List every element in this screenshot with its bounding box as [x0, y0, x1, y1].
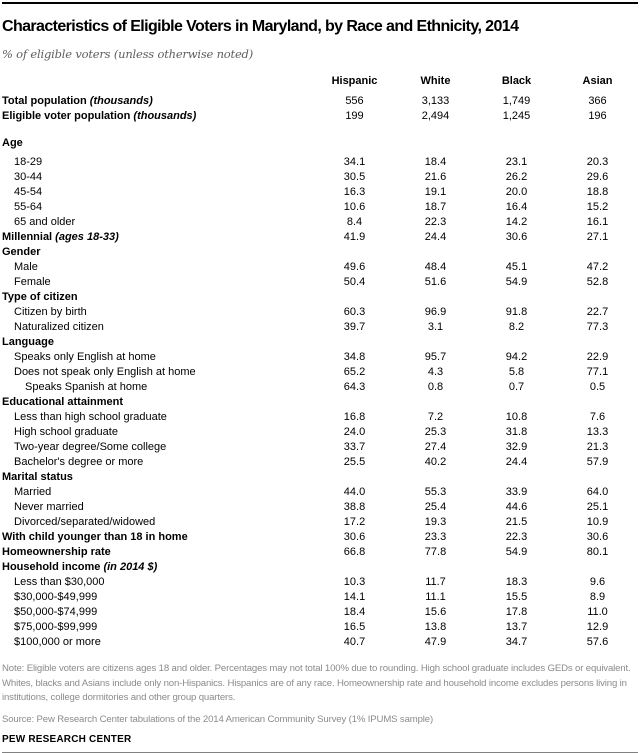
cell-value: 11.7	[425, 576, 446, 588]
cell-value: 54.9	[505, 546, 528, 558]
cell-value: 14.2	[505, 216, 528, 228]
row-label: Marital status	[2, 471, 73, 483]
cell-value: 55.3	[424, 486, 447, 498]
cell-value: 16.4	[505, 201, 528, 213]
cell-value: 12.9	[586, 621, 609, 633]
cell-value: 1,245	[502, 110, 531, 122]
cell-value: 24.4	[505, 456, 528, 468]
note-text: Note: Eligible voters are citizens ages 18 and older. Percentages may not total 100% due to rounding. High school graduate includes GEDs or equivalent. Whites, blacks and Asians include only non-Hispanics. Hispanics are of any race. Homeownership rate and household income excludes persons living in institutions, college dormitories and other group quarters.	[2, 663, 631, 703]
cell-value	[557, 470, 638, 485]
cell-value: 65.2	[343, 366, 366, 378]
row-label: Gender	[2, 246, 41, 258]
cell-value: 18.7	[424, 201, 447, 213]
cell-value: 21.3	[586, 441, 609, 453]
cell-value: 80.1	[586, 546, 609, 558]
page	[0, 2, 640, 748]
cell-value: 66.8	[343, 546, 366, 558]
table-row	[2, 485, 638, 500]
cell-value: 77.1	[586, 366, 609, 378]
cell-value: 30.5	[343, 171, 366, 183]
section-row	[2, 470, 638, 485]
cell-value: 20.0	[505, 186, 528, 198]
row-label: Citizen by birth	[14, 306, 87, 318]
cell-value: 64.3	[343, 381, 366, 393]
row-label: $50,000-$74,999	[14, 606, 98, 618]
row-label: With child younger than 18 in home	[2, 531, 188, 543]
cell-value: 34.1	[343, 156, 366, 168]
table-row	[2, 350, 638, 365]
table-row	[2, 440, 638, 455]
cell-value: 31.8	[505, 426, 528, 438]
cell-value: 40.7	[343, 636, 366, 648]
cell-value: 2,494	[421, 110, 450, 122]
cell-value	[314, 335, 395, 350]
cell-value: 47.2	[586, 261, 609, 273]
cell-value	[314, 290, 395, 305]
cell-value: 94.2	[505, 351, 528, 363]
table-row	[2, 575, 638, 590]
cell-value: 17.2	[343, 516, 366, 528]
cell-value	[395, 560, 476, 575]
cell-value: 13.7	[505, 621, 528, 633]
row-label: 55-64	[14, 201, 43, 213]
table-row	[2, 94, 638, 109]
table-row	[2, 170, 638, 185]
row-label: Household income (in 2014 $)	[2, 561, 158, 573]
cell-value	[557, 124, 638, 155]
cell-value: 27.1	[586, 231, 609, 243]
cell-value: 30.6	[586, 531, 609, 543]
section-row	[2, 335, 638, 350]
row-label: 18-29	[14, 156, 43, 168]
row-label: Speaks only English at home	[14, 351, 156, 363]
cell-value: 47.9	[424, 636, 447, 648]
cell-value	[395, 395, 476, 410]
column-header-hispanic: Hispanic	[331, 75, 378, 87]
cell-value	[395, 245, 476, 260]
row-label: Language	[2, 336, 54, 348]
cell-value: 0.7	[508, 381, 525, 393]
cell-value: 17.8	[505, 606, 528, 618]
cell-value: 33.7	[343, 441, 366, 453]
top-rule	[2, 2, 638, 4]
cell-value: 23.3	[424, 531, 447, 543]
cell-value	[395, 290, 476, 305]
cell-value	[314, 124, 395, 155]
cell-value: 26.2	[505, 171, 528, 183]
cell-value: 91.8	[505, 306, 528, 318]
cell-value	[476, 290, 557, 305]
column-header-black: Black	[501, 75, 532, 87]
cell-value: 22.3	[424, 216, 447, 228]
row-label: 45-54	[14, 186, 43, 198]
cell-value: 23.1	[505, 156, 528, 168]
cell-value: 22.7	[586, 306, 609, 318]
cell-value: 7.6	[589, 411, 606, 423]
page-title: Characteristics of Eligible Voters in Maryland, by Race and Ethnicity, 2014	[2, 18, 519, 35]
cell-value: 16.5	[343, 621, 366, 633]
section-row	[2, 395, 638, 410]
row-label: Millennial (ages 18-33)	[2, 231, 119, 243]
cell-value: 57.6	[586, 636, 609, 648]
cell-value: 48.4	[424, 261, 447, 273]
row-label: 65 and older	[14, 216, 76, 228]
table-row	[2, 545, 638, 560]
section-row	[2, 290, 638, 305]
cell-value: 50.4	[343, 276, 366, 288]
table-row	[2, 515, 638, 530]
row-label: Male	[14, 261, 38, 273]
cell-value: 3.1	[427, 321, 444, 333]
row-label: Does not speak only English at home	[14, 366, 196, 378]
table-body	[2, 94, 638, 650]
cell-value	[314, 470, 395, 485]
table-row	[2, 185, 638, 200]
cell-value: 25.3	[424, 426, 447, 438]
table-row	[2, 425, 638, 440]
table-row	[2, 305, 638, 320]
cell-value: 8.2	[508, 321, 525, 333]
table-row	[2, 380, 638, 395]
cell-value: 18.8	[586, 186, 609, 198]
cell-value: 33.9	[505, 486, 528, 498]
row-label: Married	[14, 486, 52, 498]
cell-value: 14.1	[343, 591, 366, 603]
cell-value	[314, 245, 395, 260]
table-row	[2, 410, 638, 425]
table-row	[2, 260, 638, 275]
cell-value: 10.3	[343, 576, 366, 588]
table-row	[2, 200, 638, 215]
cell-value: 21.6	[424, 171, 447, 183]
cell-value: 39.7	[343, 321, 366, 333]
row-label: Educational attainment	[2, 396, 124, 408]
table-row	[2, 275, 638, 290]
cell-value: 51.6	[424, 276, 447, 288]
cell-value	[476, 470, 557, 485]
section-row	[2, 245, 638, 260]
cell-value	[557, 335, 638, 350]
cell-value: 57.9	[586, 456, 609, 468]
table-row	[2, 320, 638, 335]
cell-value	[395, 335, 476, 350]
row-label: Less than $30,000	[14, 576, 105, 588]
cell-value: 96.9	[424, 306, 447, 318]
cell-value: 44.0	[343, 486, 366, 498]
row-label: $75,000-$99,999	[14, 621, 98, 633]
row-label: Age	[2, 137, 23, 149]
cell-value: 199	[345, 110, 364, 122]
cell-value: 18.4	[343, 606, 366, 618]
table-row	[2, 500, 638, 515]
column-header-row	[2, 75, 638, 94]
cell-value: 19.1	[424, 186, 447, 198]
row-label: $100,000 or more	[14, 636, 101, 648]
cell-value: 30.6	[343, 531, 366, 543]
cell-value: 0.8	[427, 381, 444, 393]
cell-value: 24.0	[343, 426, 366, 438]
cell-value	[476, 560, 557, 575]
row-label: Total population (thousands)	[2, 95, 153, 107]
cell-value: 18.4	[424, 156, 447, 168]
row-label: Two-year degree/Some college	[14, 441, 167, 453]
cell-value: 7.2	[427, 411, 444, 423]
cell-value: 8.4	[346, 216, 363, 228]
cell-value: 20.3	[586, 156, 609, 168]
table-row	[2, 590, 638, 605]
section-row	[2, 124, 638, 155]
table-row	[2, 620, 638, 635]
cell-value: 15.6	[424, 606, 447, 618]
cell-value: 16.1	[586, 216, 609, 228]
cell-value	[557, 290, 638, 305]
cell-value: 16.8	[343, 411, 366, 423]
cell-value: 18.3	[505, 576, 528, 588]
cell-value: 11.1	[425, 591, 446, 603]
cell-value: 52.8	[586, 276, 609, 288]
cell-value: 22.3	[505, 531, 528, 543]
row-label: Female	[14, 276, 51, 288]
cell-value	[476, 245, 557, 260]
voters-table	[2, 75, 638, 650]
cell-value: 13.3	[586, 426, 609, 438]
row-label: $30,000-$49,999	[14, 591, 98, 603]
row-label: Naturalized citizen	[14, 321, 104, 333]
cell-value	[557, 395, 638, 410]
cell-value: 19.3	[424, 516, 447, 528]
brand-label: PEW RESEARCH CENTER	[2, 734, 132, 745]
row-label: Homeownership rate	[2, 546, 111, 558]
column-header-white: White	[420, 75, 451, 87]
row-label: Less than high school graduate	[14, 411, 167, 423]
cell-value: 54.9	[505, 276, 528, 288]
table-row	[2, 230, 638, 245]
cell-value: 196	[588, 110, 607, 122]
cell-value	[476, 335, 557, 350]
table-row	[2, 365, 638, 380]
cell-value: 34.7	[505, 636, 528, 648]
table-row	[2, 605, 638, 620]
row-label: Eligible voter population (thousands)	[2, 110, 197, 122]
cell-value: 77.8	[424, 546, 447, 558]
cell-value	[395, 470, 476, 485]
cell-value: 10.9	[586, 516, 609, 528]
source-text: Source: Pew Research Center tabulations of the 2014 American Community Survey (1% IPUMS sample)	[2, 713, 433, 725]
cell-value: 10.8	[505, 411, 528, 423]
cell-value	[557, 245, 638, 260]
cell-value: 556	[345, 95, 364, 107]
cell-value: 366	[588, 95, 607, 107]
cell-value: 8.9	[589, 591, 606, 603]
cell-value: 27.4	[424, 441, 447, 453]
row-label: Never married	[14, 501, 84, 513]
subtitle: % of eligible voters (unless otherwise noted)	[2, 47, 254, 61]
cell-value: 13.8	[424, 621, 447, 633]
cell-value: 5.8	[508, 366, 525, 378]
row-label: Bachelor's degree or more	[14, 456, 144, 468]
row-label-header	[2, 75, 314, 94]
row-label: Divorced/separated/widowed	[14, 516, 156, 528]
cell-value: 25.5	[343, 456, 366, 468]
table-row	[2, 109, 638, 124]
cell-value: 77.3	[586, 321, 609, 333]
cell-value: 15.5	[505, 591, 528, 603]
cell-value: 21.5	[505, 516, 528, 528]
cell-value: 49.6	[343, 261, 366, 273]
table-row	[2, 455, 638, 470]
section-row	[2, 560, 638, 575]
row-label: High school graduate	[14, 426, 118, 438]
cell-value: 15.2	[586, 201, 609, 213]
column-header-asian: Asian	[582, 75, 613, 87]
cell-value: 32.9	[505, 441, 528, 453]
cell-value: 16.3	[343, 186, 366, 198]
cell-value: 44.6	[505, 501, 528, 513]
table-row	[2, 155, 638, 170]
cell-value: 25.4	[424, 501, 447, 513]
cell-value: 3,133	[421, 95, 450, 107]
cell-value	[557, 560, 638, 575]
cell-value: 25.1	[586, 501, 609, 513]
cell-value: 60.3	[343, 306, 366, 318]
cell-value: 9.6	[589, 576, 606, 588]
table-row	[2, 215, 638, 230]
cell-value: 40.2	[424, 456, 447, 468]
cell-value	[476, 124, 557, 155]
cell-value	[476, 395, 557, 410]
row-label: Type of citizen	[2, 291, 78, 303]
cell-value: 29.6	[586, 171, 609, 183]
cell-value: 1,749	[502, 95, 531, 107]
cell-value: 30.6	[505, 231, 528, 243]
cell-value: 95.7	[424, 351, 447, 363]
table-row	[2, 530, 638, 545]
cell-value: 0.5	[589, 381, 606, 393]
cell-value: 64.0	[586, 486, 609, 498]
cell-value: 38.8	[343, 501, 366, 513]
cell-value: 41.9	[343, 231, 366, 243]
cell-value: 34.8	[343, 351, 366, 363]
cell-value	[314, 395, 395, 410]
row-label: Speaks Spanish at home	[25, 381, 148, 393]
cell-value: 45.1	[505, 261, 528, 273]
cell-value	[314, 560, 395, 575]
cell-value: 22.9	[586, 351, 609, 363]
cell-value: 10.6	[343, 201, 366, 213]
cell-value: 24.4	[424, 231, 447, 243]
row-label: 30-44	[14, 171, 43, 183]
cell-value: 4.3	[427, 366, 444, 378]
cell-value	[395, 124, 476, 155]
table-row	[2, 635, 638, 650]
cell-value: 11.0	[587, 606, 608, 618]
